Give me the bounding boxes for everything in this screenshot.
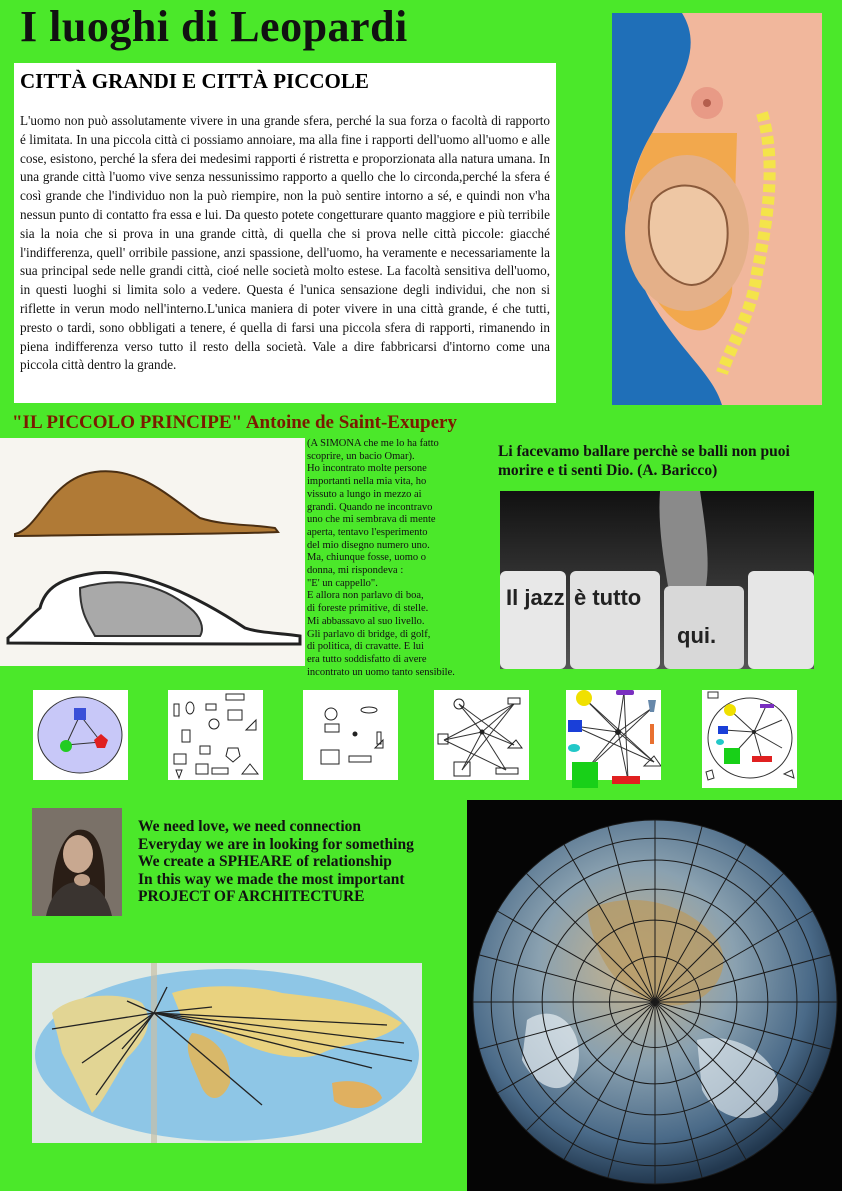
- tagline-line: In this way we made the most important: [138, 870, 405, 888]
- prince-line: uno che mi sembrava di mente: [307, 514, 436, 526]
- prince-line: Gli parlavo di bridge, di golf,: [307, 628, 431, 640]
- prince-line: Mi abbassavo al suo livello.: [307, 615, 425, 627]
- woman-portrait-photo: [32, 808, 122, 916]
- prince-line: Ho incontrato molte persone: [307, 463, 427, 475]
- tagline-line: We need love, we need connection: [138, 818, 362, 835]
- page-title: I luoghi di Leopardi: [20, 2, 408, 51]
- prince-line: del mio disegno numero uno.: [307, 539, 430, 551]
- pregnancy-anatomy-illustration: [612, 13, 822, 405]
- essay-text: L'uomo non può assolutamente vivere in una grande sfera, perché la sua forza o facoltà di rapporto é limitata. In una piccola città ci possiamo annoiare, ma alla fine i rapporti dell'uomo all'uomo e alle cose, esistono, perché la sfera dei medesimi rapporti é ristretta e proporzionata alla natura umana. In una grande città l'uomo vive senza nessunissimo rapporto a quello che lo circonda,perché la sfera é così grande che l'individuo non la può riempire, non la può sentire intorno a sé, e quindi non v'ha nessun punto di contatto fra essa e lui. Da questo potete congetturare quanto maggiore e più terribile sia la noia che si prova in una grande città, di quella che si prova nelle città piccole: giacché l'indifferenza, quell' orribile passione, anzi spassione, dell'uomo, ha veramente e necessariamente la sua principal sede nelle grandi città, cioé nelle società molto estese. La facoltà sensitiva dell'uomo, in questi luoghi si limita solo a vedere. Questa é l'unica sensazione degli individui, che non si riflette in verun modo nell'interno.L'unica maniera di poter vivere in una città grande, é che tutti, presto o tardi, sono obbligati a tenere, é quella di farsi una piccola sfera di rapporti, rimanendo in piena indifferenza verso tutto il resto della società. Vale a dire fabbricarsi d'intorno come una piccola città dentro la grande.: [20, 113, 550, 373]
- baricco-quote: Li facevamo ballare perchè se balli non puoi morire e ti senti Dio. (A. Baricco): [498, 443, 790, 479]
- diagram-sphere-basic: [33, 690, 128, 780]
- prince-heading: "IL PICCOLO PRINCIPE" Antoine de Saint-Exupery: [12, 412, 457, 433]
- boa-elephant-drawing: [0, 438, 305, 666]
- prince-line: grandi. Quando ne incontravo: [307, 501, 433, 513]
- prince-line: donna, mi rispondeva :: [307, 565, 404, 577]
- prince-line: "E' un cappello".: [307, 577, 378, 589]
- prince-line: E allora non parlavo di boa,: [307, 590, 424, 602]
- prince-line: (A SIMONA che me lo ha fatto: [307, 438, 439, 449]
- prince-line: di foreste primitive, di stelle.: [307, 603, 429, 615]
- earth-globe-grid-image: [467, 800, 842, 1191]
- jazz-piano-photo: [500, 491, 814, 669]
- tagline-line: Everyday we are in looking for something: [138, 835, 414, 853]
- essay-panel: [14, 63, 556, 403]
- prince-line: di politica, di cravatte. E lui: [307, 641, 424, 653]
- jazz-word-3: qui.: [677, 623, 717, 648]
- prince-line: Ma, chiunque fosse, uomo o: [307, 552, 426, 564]
- prince-line: era tutto soddisfatto di avere: [307, 653, 427, 665]
- prince-line: vissuto a lungo in mezzo ai: [307, 488, 422, 500]
- world-map-image: [32, 963, 422, 1143]
- tagline-line: PROJECT OF ARCHITECTURE: [138, 888, 365, 906]
- prince-line: importanti nella mia vita, ho: [307, 476, 427, 488]
- diagram-scattered-shapes: [168, 690, 263, 780]
- jazz-word-2: è tutto: [574, 585, 642, 610]
- essay-heading: CITTÀ GRANDI E CITTÀ PICCOLE: [20, 69, 369, 93]
- tagline: [138, 818, 414, 906]
- prince-line: scoprire, un bacio Omar).: [307, 450, 415, 462]
- diagram-colored-network: [566, 690, 661, 780]
- diagram-sparse-shapes: [303, 690, 398, 780]
- prince-line: aperta, tentavo l'esperimento: [307, 526, 428, 538]
- prince-line: incontrato un uomo tanto sensibile.: [307, 666, 455, 678]
- prince-quote: [307, 438, 493, 679]
- diagram-colored-sphere: [702, 690, 797, 788]
- tagline-line: We create a SPHEARE of relationship: [138, 853, 392, 871]
- jazz-word-1: Il jazz: [506, 585, 565, 610]
- diagram-connected-shapes: [434, 690, 529, 780]
